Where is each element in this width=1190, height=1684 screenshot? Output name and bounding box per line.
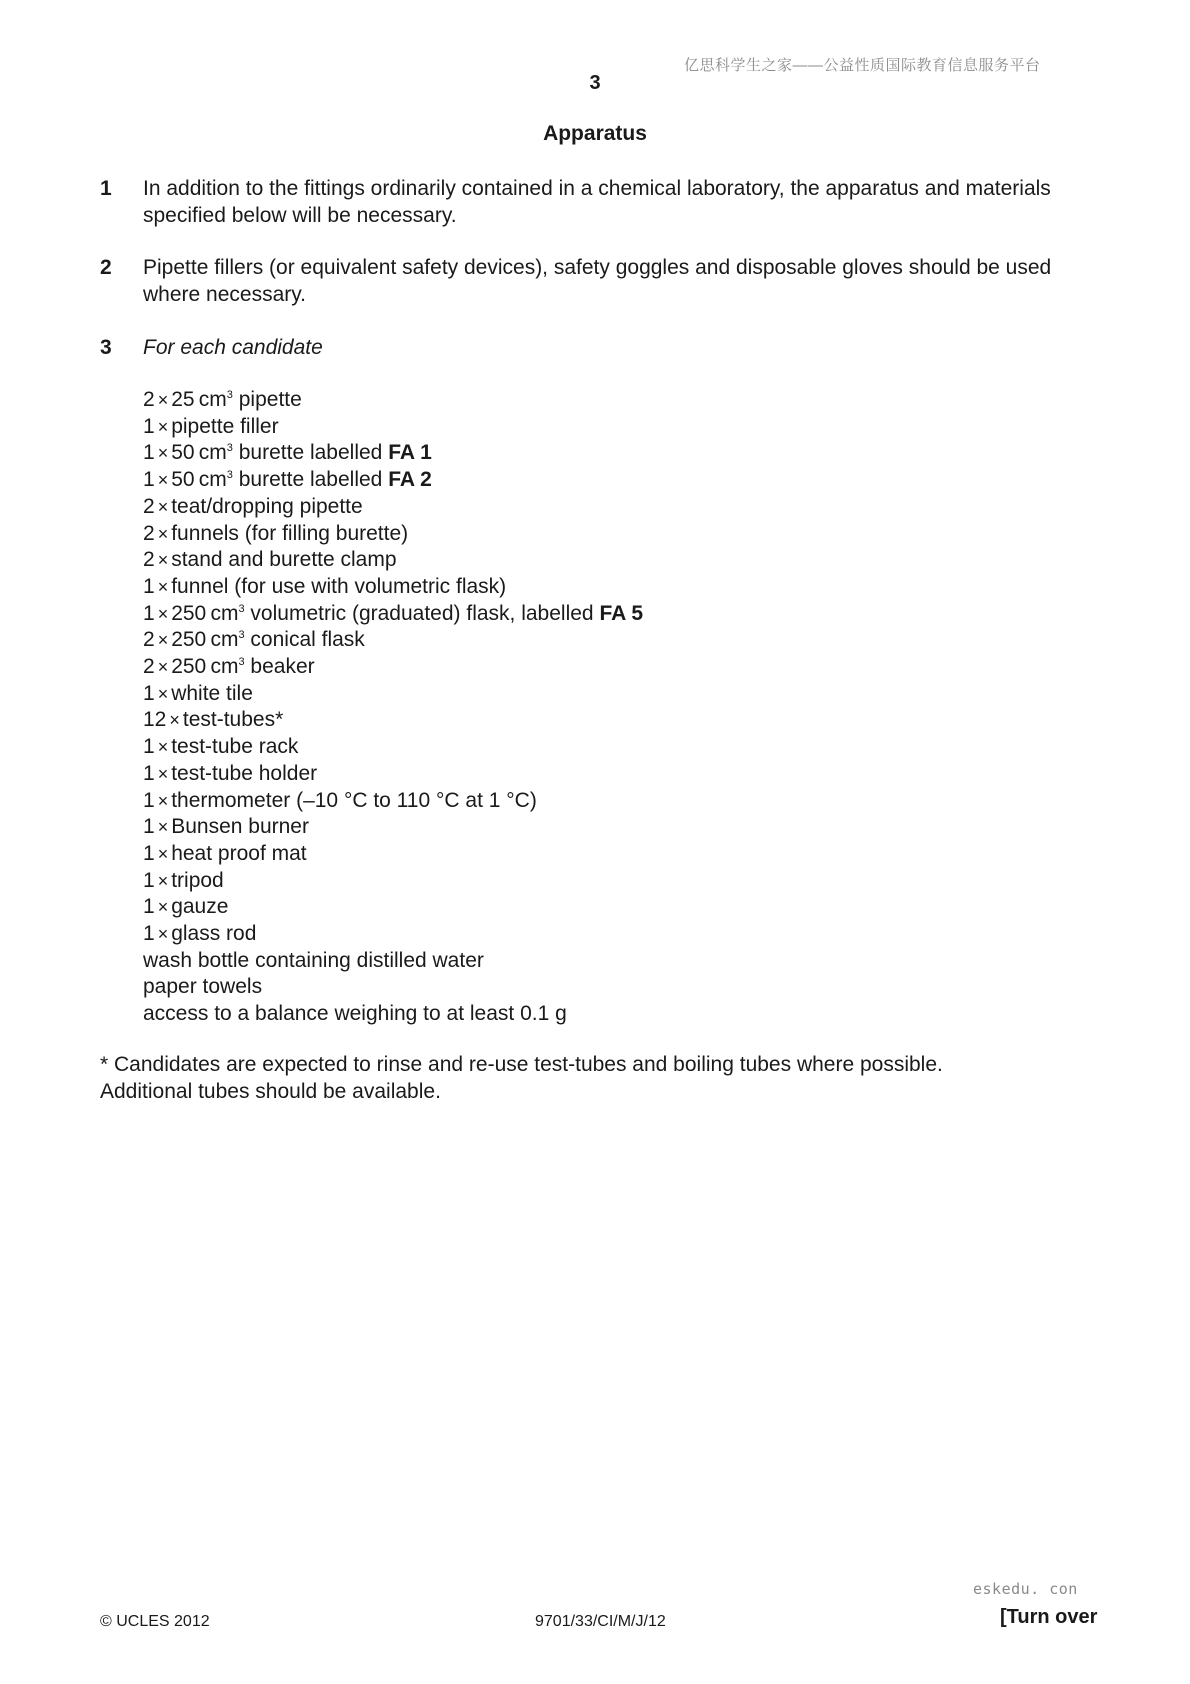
apparatus-item	[143, 440, 1043, 467]
unit-superscript: 3	[238, 602, 245, 615]
apparatus-item	[143, 387, 1043, 414]
apparatus-item	[143, 467, 1043, 494]
apparatus-item	[143, 921, 1043, 948]
item-quantity: 2	[143, 655, 155, 679]
item-text: pipette filler	[171, 414, 279, 438]
footer-code: 9701/33/CI/M/J/12	[535, 1613, 666, 1630]
paragraph-3	[100, 334, 1100, 361]
item-text: test-tube rack	[171, 735, 299, 759]
times-symbol: ×	[157, 763, 169, 784]
times-symbol: ×	[157, 390, 169, 410]
apparatus-item	[143, 814, 1043, 841]
item-volume: 250	[171, 601, 207, 625]
item-quantity: 1	[143, 841, 155, 865]
times-symbol: ×	[157, 870, 169, 891]
apparatus-item	[143, 734, 1043, 761]
unit-cm: cm	[210, 628, 239, 652]
times-symbol: ×	[157, 470, 169, 491]
apparatus-item	[143, 494, 1043, 521]
apparatus-item	[143, 414, 1043, 441]
item-text: test-tubes*	[182, 708, 284, 732]
footnote-line: * Candidates are expected to rinse and re-use test-tubes and boiling tubes where possible.	[100, 1053, 943, 1076]
item-text: stand and burette clamp	[171, 548, 397, 572]
times-symbol: ×	[157, 817, 169, 838]
item-quantity: 2	[143, 521, 155, 545]
times-symbol: ×	[157, 683, 169, 704]
unit-superscript: 3	[238, 629, 245, 642]
apparatus-item	[143, 654, 1043, 681]
item-quantity: 1	[143, 414, 155, 438]
item-label: FA 5	[599, 601, 644, 625]
apparatus-item	[143, 601, 1043, 628]
item-quantity: 1	[143, 761, 155, 785]
apparatus-item	[143, 574, 1043, 601]
times-symbol: ×	[157, 523, 169, 544]
item-quantity: 1	[143, 735, 155, 759]
item-volume: 25	[171, 388, 195, 411]
times-symbol: ×	[157, 657, 169, 678]
item-quantity: 12	[143, 708, 167, 732]
item-quantity: 2	[143, 494, 155, 518]
times-symbol: ×	[157, 843, 169, 864]
apparatus-item	[143, 521, 1043, 548]
item-quantity: 1	[143, 441, 155, 465]
paragraph-text: Pipette fillers (or equivalent safety devices), safety goggles and disposable gloves should be used where necessary.	[143, 256, 1052, 306]
item-text: thermometer (–10 °C to 110 °C at 1 °C)	[171, 788, 537, 812]
item-text: glass rod	[171, 922, 257, 946]
times-symbol: ×	[157, 630, 169, 651]
paragraph-number: 3	[100, 336, 112, 359]
item-text: wash bottle containing distilled water	[143, 948, 484, 972]
item-text: burette labelled	[232, 441, 389, 465]
item-quantity: 1	[143, 574, 155, 598]
unit-cm: cm	[198, 468, 227, 492]
item-quantity: 1	[143, 868, 155, 892]
times-symbol: ×	[157, 496, 169, 517]
footnote-line: Additional tubes should be available.	[100, 1080, 441, 1103]
page-number: 3	[589, 72, 601, 94]
item-text: tripod	[171, 868, 224, 892]
unit-cm: cm	[210, 655, 239, 679]
times-symbol: ×	[157, 443, 169, 464]
apparatus-item	[143, 627, 1043, 654]
paragraph-number: 2	[100, 256, 112, 279]
item-text: conical flask	[244, 628, 365, 652]
unit-cm: cm	[198, 388, 227, 411]
paragraph-text: In addition to the fittings ordinarily contained in a chemical laboratory, the apparatus and materials specified below will be necessary.	[143, 177, 1051, 227]
apparatus-item	[143, 547, 1043, 574]
unit-cm: cm	[210, 601, 239, 625]
item-text: white tile	[171, 681, 253, 705]
item-quantity: 1	[143, 922, 155, 946]
times-symbol: ×	[157, 416, 169, 437]
times-symbol: ×	[157, 603, 169, 624]
apparatus-item	[143, 761, 1043, 788]
times-symbol: ×	[157, 790, 169, 811]
item-text: Bunsen burner	[171, 815, 309, 839]
times-symbol: ×	[157, 550, 169, 571]
item-text: paper towels	[143, 975, 263, 999]
watermark-bottom: eskedu. con	[973, 1580, 1078, 1598]
paragraph-2	[100, 254, 1100, 308]
apparatus-item	[143, 974, 1043, 1001]
apparatus-item	[143, 788, 1043, 815]
unit-superscript: 3	[238, 656, 245, 669]
times-symbol: ×	[157, 897, 169, 918]
apparatus-item	[143, 868, 1043, 895]
paragraph-text: For each candidate	[143, 336, 323, 359]
unit-superscript: 3	[226, 469, 233, 482]
watermark-top: 亿思科学生之家——公益性质国际教育信息服务平台	[684, 57, 1041, 74]
unit-superscript: 3	[226, 389, 233, 401]
item-text: pipette	[232, 388, 302, 411]
unit-superscript: 3	[226, 442, 233, 455]
item-text: beaker	[244, 655, 315, 679]
item-volume: 250	[171, 628, 207, 652]
footer-turn-over: [Turn over	[1000, 1606, 1098, 1628]
item-text: funnel (for use with volumetric flask)	[171, 574, 507, 598]
item-quantity: 2	[143, 548, 155, 572]
apparatus-item	[143, 681, 1043, 708]
footer-copyright: © UCLES 2012	[100, 1613, 210, 1630]
apparatus-item	[143, 841, 1043, 868]
times-symbol: ×	[157, 737, 169, 758]
item-volume: 250	[171, 655, 207, 679]
item-text: burette labelled	[232, 468, 389, 492]
item-text: teat/dropping pipette	[171, 494, 363, 518]
paragraph-number: 1	[100, 177, 112, 200]
item-label: FA 2	[388, 468, 432, 492]
item-quantity: 1	[143, 468, 155, 492]
item-text: test-tube holder	[171, 761, 318, 785]
item-text: heat proof mat	[171, 841, 307, 865]
paragraph-1	[100, 175, 1100, 229]
item-label: FA 1	[388, 441, 432, 465]
item-quantity: 1	[143, 601, 155, 625]
item-quantity: 1	[143, 681, 155, 705]
apparatus-item	[143, 894, 1043, 921]
times-symbol: ×	[169, 710, 180, 731]
footnote	[100, 1051, 1100, 1105]
item-quantity: 1	[143, 788, 155, 812]
item-text: access to a balance weighing to at least 0.1 g	[143, 1002, 567, 1026]
item-volume: 50	[171, 441, 195, 465]
unit-cm: cm	[198, 441, 227, 465]
apparatus-list	[143, 387, 1043, 1028]
item-text: gauze	[171, 895, 229, 919]
times-symbol: ×	[157, 924, 169, 945]
apparatus-item	[143, 707, 1043, 734]
item-quantity: 1	[143, 895, 155, 919]
item-quantity: 1	[143, 815, 155, 839]
times-symbol: ×	[157, 576, 169, 597]
apparatus-item	[143, 948, 1043, 975]
item-text: funnels (for filling burette)	[171, 521, 409, 545]
section-heading: Apparatus	[543, 122, 647, 145]
item-text: volumetric (graduated) flask, labelled	[244, 601, 600, 625]
item-volume: 50	[171, 468, 195, 492]
item-quantity: 2	[143, 628, 155, 652]
apparatus-item	[143, 1001, 1043, 1028]
item-quantity: 2	[143, 388, 155, 411]
